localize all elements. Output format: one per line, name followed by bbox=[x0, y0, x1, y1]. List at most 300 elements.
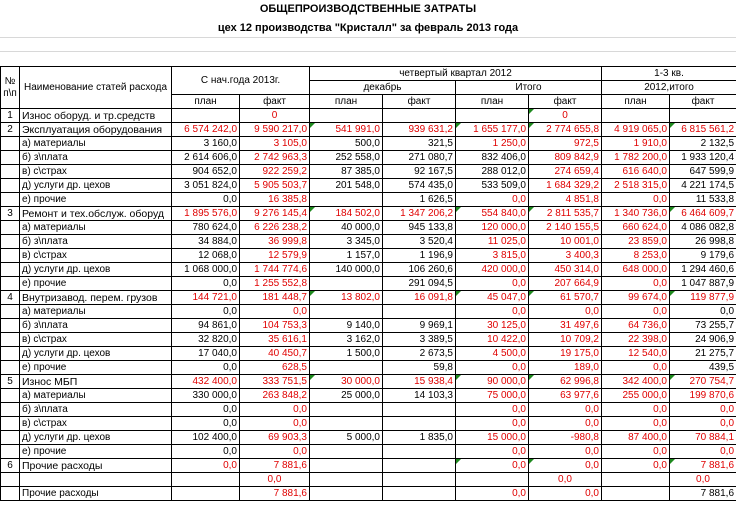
cell-fact: 439,5 bbox=[670, 361, 736, 375]
cell-plan: 0,0 bbox=[602, 305, 670, 319]
row-label: б) з\плата bbox=[20, 235, 172, 249]
row-label: Прочие расходы bbox=[20, 459, 172, 473]
cell-fact: 7 881,6 bbox=[670, 459, 736, 473]
cell-plan: 330 000,0 bbox=[172, 389, 240, 403]
cell-fact: 274 659,4 bbox=[529, 165, 602, 179]
cell-plan: 3 160,0 bbox=[172, 137, 240, 151]
cell-fact: -980,8 bbox=[529, 431, 602, 445]
row-label: Прочие расходы bbox=[20, 487, 172, 501]
col-header-num: № п\п bbox=[1, 67, 20, 109]
cell-plan: 8 253,0 bbox=[602, 249, 670, 263]
cell-plan: 140 000,0 bbox=[310, 263, 383, 277]
cell-fact: 16 385,8 bbox=[240, 193, 310, 207]
cell-plan: 144 721,0 bbox=[172, 291, 240, 305]
cell-fact: 0 bbox=[529, 109, 602, 123]
cell-fact: 9 969,1 bbox=[383, 319, 456, 333]
cell-fact: 291 094,5 bbox=[383, 277, 456, 291]
cell-fact: 7 881,6 bbox=[670, 487, 736, 501]
cell-plan: 648 000,0 bbox=[602, 263, 670, 277]
cell-plan: 2 614 606,0 bbox=[172, 151, 240, 165]
cell-fact bbox=[383, 305, 456, 319]
cell-fact: 271 080,7 bbox=[383, 151, 456, 165]
cell-plan: 13 802,0 bbox=[310, 291, 383, 305]
col-header-q4: четвертый квартал 2012 bbox=[310, 67, 602, 81]
cell-fact: 321,5 bbox=[383, 137, 456, 151]
cell-plan: 30 000,0 bbox=[310, 375, 383, 389]
cell-plan: 0,0 bbox=[172, 361, 240, 375]
cell-fact: 1 933 120,4 bbox=[670, 151, 736, 165]
table-row bbox=[1, 165, 736, 179]
cell-plan: 0,0 bbox=[456, 403, 529, 417]
cell-plan: 99 674,0 bbox=[602, 291, 670, 305]
cell-plan: 616 640,0 bbox=[602, 165, 670, 179]
cell-plan: 500,0 bbox=[310, 137, 383, 151]
table-row bbox=[1, 263, 736, 277]
cell-plan: 34 884,0 bbox=[172, 235, 240, 249]
cell-fact: 0,0 bbox=[240, 473, 310, 487]
row-label: б) з\плата bbox=[20, 151, 172, 165]
row-number bbox=[1, 151, 20, 165]
row-label: в) с\страх bbox=[20, 249, 172, 263]
cell-plan: 3 051 824,0 bbox=[172, 179, 240, 193]
cell-plan: 64 736,0 bbox=[602, 319, 670, 333]
row-label: е) прочие bbox=[20, 445, 172, 459]
cell-plan: 0,0 bbox=[602, 277, 670, 291]
table-row bbox=[1, 319, 736, 333]
col-header-fact: факт bbox=[529, 95, 602, 109]
cell-fact: 181 448,7 bbox=[240, 291, 310, 305]
cell-plan: 0,0 bbox=[456, 445, 529, 459]
col-header-december: декабрь bbox=[310, 81, 456, 95]
cell-fact: 1 684 329,2 bbox=[529, 179, 602, 193]
cell-fact: 922 259,2 bbox=[240, 165, 310, 179]
cell-fact: 1 626,5 bbox=[383, 193, 456, 207]
cell-plan: 3 162,0 bbox=[310, 333, 383, 347]
col-header-plan: план bbox=[602, 95, 670, 109]
cell-plan: 184 502,0 bbox=[310, 207, 383, 221]
cell-fact: 3 520,4 bbox=[383, 235, 456, 249]
cell-fact: 1 347 206,2 bbox=[383, 207, 456, 221]
row-number bbox=[1, 137, 20, 151]
cell-fact: 6 815 561,2 bbox=[670, 123, 736, 137]
row-number bbox=[1, 193, 20, 207]
row-label: д) услуги др. цехов bbox=[20, 431, 172, 445]
cell-plan: 0,0 bbox=[456, 277, 529, 291]
table-row bbox=[1, 305, 736, 319]
row-label: е) прочие bbox=[20, 193, 172, 207]
row-label: а) материалы bbox=[20, 137, 172, 151]
cell-fact: 31 497,6 bbox=[529, 319, 602, 333]
col-header-ytd: С нач.года 2013г. bbox=[172, 67, 310, 95]
row-number: 1 bbox=[1, 109, 20, 123]
cell-fact: 0,0 bbox=[670, 305, 736, 319]
cell-plan: 4 500,0 bbox=[456, 347, 529, 361]
cell-plan: 0,0 bbox=[172, 403, 240, 417]
row-number bbox=[1, 319, 20, 333]
cell-fact: 0,0 bbox=[529, 445, 602, 459]
cell-fact: 1 294 460,6 bbox=[670, 263, 736, 277]
cell-plan: 0,0 bbox=[456, 193, 529, 207]
row-label: б) з\плата bbox=[20, 319, 172, 333]
cell-plan: 9 140,0 bbox=[310, 319, 383, 333]
cell-plan: 1 500,0 bbox=[310, 347, 383, 361]
cell-plan bbox=[310, 417, 383, 431]
cell-fact: 59,8 bbox=[383, 361, 456, 375]
cell-fact: 0 bbox=[240, 109, 310, 123]
cell-fact: 19 175,0 bbox=[529, 347, 602, 361]
cell-plan: 12 068,0 bbox=[172, 249, 240, 263]
cell-fact: 1 196,9 bbox=[383, 249, 456, 263]
cell-plan bbox=[310, 403, 383, 417]
cell-fact: 0,0 bbox=[670, 403, 736, 417]
cell-fact: 40 450,7 bbox=[240, 347, 310, 361]
cell-plan: 533 509,0 bbox=[456, 179, 529, 193]
row-label: в) с\страх bbox=[20, 417, 172, 431]
cell-fact: 574 435,0 bbox=[383, 179, 456, 193]
table-row bbox=[1, 389, 736, 403]
row-number bbox=[1, 473, 20, 487]
cell-fact: 63 977,6 bbox=[529, 389, 602, 403]
table-row bbox=[1, 109, 736, 123]
cell-fact: 333 751,5 bbox=[240, 375, 310, 389]
cell-fact: 0,0 bbox=[240, 445, 310, 459]
cell-fact: 0,0 bbox=[529, 459, 602, 473]
cell-fact: 73 255,7 bbox=[670, 319, 736, 333]
cell-fact: 24 906,9 bbox=[670, 333, 736, 347]
row-number: 2 bbox=[1, 123, 20, 137]
row-label: д) услуги др. цехов bbox=[20, 179, 172, 193]
col-header-fact: факт bbox=[670, 95, 736, 109]
cell-plan: 2 518 315,0 bbox=[602, 179, 670, 193]
cell-plan: 1 340 736,0 bbox=[602, 207, 670, 221]
cell-plan: 0,0 bbox=[456, 361, 529, 375]
cell-fact: 939 631,2 bbox=[383, 123, 456, 137]
cell-fact: 0,0 bbox=[240, 305, 310, 319]
cell-plan: 87 385,0 bbox=[310, 165, 383, 179]
cell-fact: 1 255 552,8 bbox=[240, 277, 310, 291]
cell-plan: 1 895 576,0 bbox=[172, 207, 240, 221]
table-row bbox=[1, 277, 736, 291]
cell-plan: 1 068 000,0 bbox=[172, 263, 240, 277]
table-row bbox=[1, 361, 736, 375]
col-header-name: Наименование статей расхода bbox=[20, 67, 172, 109]
table-row bbox=[1, 137, 736, 151]
cell-plan: 554 840,0 bbox=[456, 207, 529, 221]
cell-fact: 0,0 bbox=[670, 473, 736, 487]
cell-fact: 4 851,8 bbox=[529, 193, 602, 207]
cell-fact: 263 848,2 bbox=[240, 389, 310, 403]
cell-fact: 16 091,8 bbox=[383, 291, 456, 305]
cell-fact bbox=[383, 403, 456, 417]
cell-fact: 0,0 bbox=[670, 417, 736, 431]
row-number bbox=[1, 235, 20, 249]
cell-plan: 0,0 bbox=[456, 487, 529, 501]
cell-fact bbox=[670, 109, 736, 123]
cell-plan bbox=[602, 487, 670, 501]
table-row bbox=[1, 347, 736, 361]
cell-fact: 189,0 bbox=[529, 361, 602, 375]
cell-plan: 1 157,0 bbox=[310, 249, 383, 263]
row-number bbox=[1, 361, 20, 375]
cell-fact: 270 754,7 bbox=[670, 375, 736, 389]
cell-fact: 2 140 155,5 bbox=[529, 221, 602, 235]
cell-fact bbox=[383, 473, 456, 487]
cell-plan bbox=[310, 459, 383, 473]
table-row bbox=[1, 151, 736, 165]
cell-plan: 1 250,0 bbox=[456, 137, 529, 151]
cell-fact: 11 533,8 bbox=[670, 193, 736, 207]
cell-plan: 255 000,0 bbox=[602, 389, 670, 403]
row-label: Внутризавод. перем. грузов bbox=[20, 291, 172, 305]
cell-plan: 15 000,0 bbox=[456, 431, 529, 445]
cell-fact: 945 133,8 bbox=[383, 221, 456, 235]
row-number bbox=[1, 263, 20, 277]
cell-fact bbox=[383, 459, 456, 473]
row-number: 3 bbox=[1, 207, 20, 221]
cell-fact bbox=[383, 417, 456, 431]
cell-plan: 94 861,0 bbox=[172, 319, 240, 333]
row-number bbox=[1, 487, 20, 501]
table-row bbox=[1, 431, 736, 445]
row-label: д) услуги др. цехов bbox=[20, 347, 172, 361]
cell-plan: 0,0 bbox=[456, 305, 529, 319]
row-number: 6 bbox=[1, 459, 20, 473]
cell-fact: 92 167,5 bbox=[383, 165, 456, 179]
cell-fact: 2 673,5 bbox=[383, 347, 456, 361]
cell-fact: 1 744 774,6 bbox=[240, 263, 310, 277]
cell-fact: 207 664,9 bbox=[529, 277, 602, 291]
cell-plan bbox=[310, 473, 383, 487]
cell-plan: 0,0 bbox=[456, 459, 529, 473]
cell-plan: 660 624,0 bbox=[602, 221, 670, 235]
cell-fact: 104 753,3 bbox=[240, 319, 310, 333]
col-header-fact: факт bbox=[383, 95, 456, 109]
cell-fact: 4 086 082,8 bbox=[670, 221, 736, 235]
row-number bbox=[1, 389, 20, 403]
cell-plan: 0,0 bbox=[602, 445, 670, 459]
table-row bbox=[1, 417, 736, 431]
row-number bbox=[1, 221, 20, 235]
cell-fact: 2 132,5 bbox=[670, 137, 736, 151]
cell-fact: 2 811 535,7 bbox=[529, 207, 602, 221]
cell-fact: 628,5 bbox=[240, 361, 310, 375]
cell-fact: 61 570,7 bbox=[529, 291, 602, 305]
table-row bbox=[1, 235, 736, 249]
cell-fact: 3 389,5 bbox=[383, 333, 456, 347]
cell-plan: 87 400,0 bbox=[602, 431, 670, 445]
cell-plan: 25 000,0 bbox=[310, 389, 383, 403]
cell-plan: 10 422,0 bbox=[456, 333, 529, 347]
cell-plan: 120 000,0 bbox=[456, 221, 529, 235]
cell-plan: 45 047,0 bbox=[456, 291, 529, 305]
cell-plan: 32 820,0 bbox=[172, 333, 240, 347]
cell-plan: 0,0 bbox=[602, 403, 670, 417]
cell-fact: 647 599,9 bbox=[670, 165, 736, 179]
cell-plan bbox=[602, 473, 670, 487]
cell-plan bbox=[172, 487, 240, 501]
cost-table bbox=[0, 66, 736, 501]
row-number bbox=[1, 417, 20, 431]
cell-fact: 2 774 655,8 bbox=[529, 123, 602, 137]
cell-plan: 0,0 bbox=[602, 193, 670, 207]
cell-fact: 70 884,1 bbox=[670, 431, 736, 445]
row-number: 4 bbox=[1, 291, 20, 305]
cell-plan: 5 000,0 bbox=[310, 431, 383, 445]
cell-plan: 420 000,0 bbox=[456, 263, 529, 277]
cell-plan: 432 400,0 bbox=[172, 375, 240, 389]
col-header-plan: план bbox=[456, 95, 529, 109]
cell-fact: 26 998,8 bbox=[670, 235, 736, 249]
col-header-q13: 1-3 кв. bbox=[602, 67, 736, 81]
row-label: Эксплуатация оборудования bbox=[20, 123, 172, 137]
cell-plan: 75 000,0 bbox=[456, 389, 529, 403]
row-number: 5 bbox=[1, 375, 20, 389]
cell-fact: 15 938,4 bbox=[383, 375, 456, 389]
cell-plan bbox=[310, 305, 383, 319]
cell-plan: 1 910,0 bbox=[602, 137, 670, 151]
col-header-fact: факт bbox=[240, 95, 310, 109]
table-row bbox=[1, 487, 736, 501]
cell-fact: 36 999,8 bbox=[240, 235, 310, 249]
cell-plan: 102 400,0 bbox=[172, 431, 240, 445]
cell-fact: 9 276 145,4 bbox=[240, 207, 310, 221]
cell-plan: 11 025,0 bbox=[456, 235, 529, 249]
cell-fact: 10 709,2 bbox=[529, 333, 602, 347]
table-row bbox=[1, 459, 736, 473]
table-row bbox=[1, 375, 736, 389]
row-label: д) услуги др. цехов bbox=[20, 263, 172, 277]
cell-fact: 972,5 bbox=[529, 137, 602, 151]
report-title: ОБЩЕПРОИЗВОДСТВЕННЫЕ ЗАТРАТЫ bbox=[259, 3, 477, 15]
cell-fact: 6 464 609,7 bbox=[670, 207, 736, 221]
cell-fact: 119 877,9 bbox=[670, 291, 736, 305]
cell-fact: 0,0 bbox=[529, 417, 602, 431]
cell-plan: 0,0 bbox=[172, 417, 240, 431]
cell-fact: 69 903,3 bbox=[240, 431, 310, 445]
cell-plan: 40 000,0 bbox=[310, 221, 383, 235]
cell-fact: 450 314,0 bbox=[529, 263, 602, 277]
col-header-plan: план bbox=[172, 95, 240, 109]
cell-plan bbox=[310, 277, 383, 291]
cell-fact: 2 742 963,3 bbox=[240, 151, 310, 165]
table-row bbox=[1, 123, 736, 137]
row-number bbox=[1, 277, 20, 291]
cell-plan: 342 400,0 bbox=[602, 375, 670, 389]
cell-fact: 106 260,6 bbox=[383, 263, 456, 277]
table-row bbox=[1, 403, 736, 417]
cell-fact: 3 105,0 bbox=[240, 137, 310, 151]
cell-plan: 23 859,0 bbox=[602, 235, 670, 249]
cell-fact: 14 103,3 bbox=[383, 389, 456, 403]
cell-fact: 199 870,6 bbox=[670, 389, 736, 403]
table-row bbox=[1, 249, 736, 263]
row-label: в) с\страх bbox=[20, 333, 172, 347]
cell-plan bbox=[310, 445, 383, 459]
col-header-q13-total: 2012,итого bbox=[602, 81, 736, 95]
table-row bbox=[1, 445, 736, 459]
col-header-plan: план bbox=[310, 95, 383, 109]
cell-plan: 288 012,0 bbox=[456, 165, 529, 179]
cell-fact: 1 047 887,9 bbox=[670, 277, 736, 291]
row-number bbox=[1, 179, 20, 193]
row-label: е) прочие bbox=[20, 361, 172, 375]
cell-plan: 904 652,0 bbox=[172, 165, 240, 179]
cell-fact: 809 842,9 bbox=[529, 151, 602, 165]
row-label bbox=[20, 473, 172, 487]
table-row bbox=[1, 291, 736, 305]
row-number bbox=[1, 431, 20, 445]
report-subtitle: цех 12 производства "Кристалл" за февраль 2013 года bbox=[217, 22, 519, 34]
cell-plan bbox=[310, 487, 383, 501]
cell-plan: 0,0 bbox=[602, 459, 670, 473]
cell-fact: 0,0 bbox=[529, 487, 602, 501]
cell-plan bbox=[456, 109, 529, 123]
row-number bbox=[1, 445, 20, 459]
cell-plan: 17 040,0 bbox=[172, 347, 240, 361]
cell-fact: 9 590 217,0 bbox=[240, 123, 310, 137]
row-label: Износ оборуд. и тр.средств bbox=[20, 109, 172, 123]
row-label: б) з\плата bbox=[20, 403, 172, 417]
cell-fact bbox=[383, 445, 456, 459]
row-number bbox=[1, 165, 20, 179]
cell-fact bbox=[383, 109, 456, 123]
row-number bbox=[1, 347, 20, 361]
table-row bbox=[1, 473, 736, 487]
table-row bbox=[1, 193, 736, 207]
cell-fact: 0,0 bbox=[240, 417, 310, 431]
cell-fact: 0,0 bbox=[529, 473, 602, 487]
row-label: Износ МБП bbox=[20, 375, 172, 389]
cell-plan: 0,0 bbox=[602, 417, 670, 431]
cell-fact: 1 835,0 bbox=[383, 431, 456, 445]
cell-plan bbox=[602, 109, 670, 123]
cell-plan: 1 655 177,0 bbox=[456, 123, 529, 137]
cell-fact: 3 400,3 bbox=[529, 249, 602, 263]
cell-plan: 0,0 bbox=[172, 277, 240, 291]
cell-plan: 201 548,0 bbox=[310, 179, 383, 193]
row-number bbox=[1, 333, 20, 347]
cell-plan: 1 782 200,0 bbox=[602, 151, 670, 165]
cell-fact: 35 616,1 bbox=[240, 333, 310, 347]
cell-plan: 0,0 bbox=[456, 417, 529, 431]
cell-plan: 90 000,0 bbox=[456, 375, 529, 389]
row-number bbox=[1, 403, 20, 417]
cell-plan bbox=[172, 109, 240, 123]
table-row bbox=[1, 333, 736, 347]
cell-fact: 5 905 503,7 bbox=[240, 179, 310, 193]
cell-fact: 7 881,6 bbox=[240, 459, 310, 473]
cell-fact: 10 001,0 bbox=[529, 235, 602, 249]
cell-plan bbox=[456, 473, 529, 487]
cell-fact: 0,0 bbox=[240, 403, 310, 417]
cell-plan: 0,0 bbox=[172, 305, 240, 319]
cell-plan: 0,0 bbox=[172, 445, 240, 459]
cell-fact: 62 996,8 bbox=[529, 375, 602, 389]
cell-plan: 0,0 bbox=[172, 459, 240, 473]
row-label: а) материалы bbox=[20, 221, 172, 235]
cell-plan bbox=[310, 361, 383, 375]
cell-fact bbox=[383, 487, 456, 501]
row-number bbox=[1, 305, 20, 319]
cell-fact: 4 221 174,5 bbox=[670, 179, 736, 193]
row-number bbox=[1, 249, 20, 263]
cell-plan: 0,0 bbox=[172, 193, 240, 207]
table-row bbox=[1, 179, 736, 193]
cell-plan: 541 991,0 bbox=[310, 123, 383, 137]
table-row bbox=[1, 221, 736, 235]
row-label: Ремонт и тех.обслуж. оборуд bbox=[20, 207, 172, 221]
cell-fact: 0,0 bbox=[529, 403, 602, 417]
